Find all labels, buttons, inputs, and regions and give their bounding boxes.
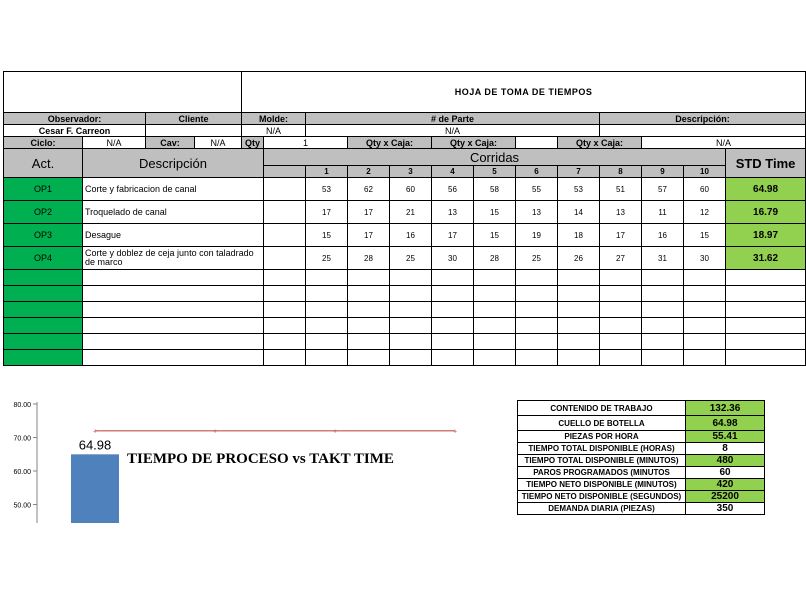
summary-label: CONTENIDO DE TRABAJO (518, 401, 686, 416)
empty-cell[interactable] (348, 302, 390, 318)
takt-marker: + (212, 428, 218, 436)
op-time[interactable]: 30 (684, 247, 726, 270)
empty-cell[interactable] (684, 318, 726, 334)
observador-value[interactable]: Cesar F. Carreon (4, 125, 146, 137)
empty-act (4, 334, 83, 350)
run-number: 1 (306, 166, 348, 178)
descripcion-value[interactable]: N/A (642, 137, 806, 149)
cliente-value[interactable] (146, 125, 242, 137)
op-time[interactable]: 31 (642, 247, 684, 270)
empty-cell[interactable] (306, 286, 348, 302)
empty-cell[interactable] (642, 286, 684, 302)
cav-label: Cav: (146, 137, 195, 149)
title-blank (4, 72, 242, 113)
summary-value: 60 (686, 467, 765, 479)
summary-value: 480 (686, 455, 765, 467)
y-tick-label: 60.00 (13, 469, 31, 476)
empty-cell[interactable] (432, 318, 474, 334)
op-time[interactable]: 17 (306, 201, 348, 224)
summary-row (518, 416, 765, 431)
empty-cell[interactable] (516, 270, 558, 286)
empty-cell[interactable] (642, 302, 684, 318)
op-time[interactable]: 25 (306, 247, 348, 270)
op-time[interactable]: 30 (432, 247, 474, 270)
operations-body (4, 178, 806, 366)
empty-cell[interactable] (558, 318, 600, 334)
process-chart (3, 402, 515, 523)
empty-cell[interactable] (558, 270, 600, 286)
op-time[interactable]: 15 (684, 224, 726, 247)
op-blank[interactable] (264, 224, 306, 247)
empty-cell[interactable] (726, 270, 806, 286)
op-time[interactable]: 18 (558, 224, 600, 247)
empty-cell[interactable] (432, 270, 474, 286)
empty-cell[interactable] (264, 286, 306, 302)
op-description[interactable]: Corte y doblez de ceja junto con taladrado de marco (83, 247, 264, 270)
empty-cell[interactable] (348, 318, 390, 334)
op-time[interactable]: 28 (474, 247, 516, 270)
op-description[interactable]: Troquelado de canal (83, 201, 264, 224)
summary-value: 420 (686, 479, 765, 491)
empty-description[interactable] (83, 286, 264, 302)
qty-value[interactable]: 1 (264, 137, 348, 149)
empty-cell[interactable] (348, 350, 390, 366)
empty-cell[interactable] (642, 334, 684, 350)
op-time[interactable]: 57 (642, 178, 684, 201)
op-time[interactable]: 25 (390, 247, 432, 270)
ciclo-label: Ciclo: (4, 137, 83, 149)
summary-value: 350 (686, 503, 765, 515)
op-blank[interactable] (264, 201, 306, 224)
cliente-label: Cliente (146, 113, 242, 125)
descripcion-value-blank (600, 125, 806, 137)
empty-cell[interactable] (600, 318, 642, 334)
act-header: Act. (4, 149, 83, 178)
empty-cell[interactable] (264, 270, 306, 286)
empty-cell[interactable] (474, 286, 516, 302)
op-act: OP2 (4, 201, 83, 224)
empty-cell[interactable] (390, 302, 432, 318)
empty-cell[interactable] (432, 350, 474, 366)
empty-cell[interactable] (432, 286, 474, 302)
std-header: STD Time (726, 149, 806, 178)
empty-description[interactable] (83, 318, 264, 334)
empty-cell[interactable] (474, 270, 516, 286)
op-time[interactable]: 14 (558, 201, 600, 224)
op-act: OP4 (4, 247, 83, 270)
empty-act (4, 318, 83, 334)
empty-description[interactable] (83, 302, 264, 318)
summary-row (518, 479, 765, 491)
empty-cell[interactable] (474, 302, 516, 318)
bar-data-label: 64.98 (78, 437, 112, 453)
op-blank[interactable] (264, 178, 306, 201)
op-time[interactable]: 25 (516, 247, 558, 270)
empty-cell[interactable] (642, 318, 684, 334)
empty-cell[interactable] (726, 334, 806, 350)
op-time[interactable]: 56 (432, 178, 474, 201)
empty-act (4, 350, 83, 366)
op-act: OP3 (4, 224, 83, 247)
run-number: 5 (474, 166, 516, 178)
empty-cell[interactable] (474, 318, 516, 334)
empty-cell[interactable] (306, 350, 348, 366)
op-time[interactable]: 17 (432, 224, 474, 247)
qty-caja-label-2: Qty x Caja: (432, 137, 516, 149)
summary-label: TIEMPO TOTAL DISPONIBLE (MINUTOS) (518, 455, 686, 467)
empty-cell[interactable] (558, 334, 600, 350)
empty-cell[interactable] (264, 334, 306, 350)
qty-caja-label-3: Qty x Caja: (558, 137, 642, 149)
y-tick-label: 80.00 (13, 402, 31, 409)
observador-label: Observador: (4, 113, 146, 125)
takt-marker: + (452, 428, 458, 436)
empty-cell[interactable] (432, 334, 474, 350)
empty-cell[interactable] (306, 334, 348, 350)
op-time[interactable]: 17 (600, 224, 642, 247)
summary-row (518, 431, 765, 443)
empty-cell[interactable] (348, 286, 390, 302)
parte-label: # de Parte (306, 113, 600, 125)
empty-cell[interactable] (348, 270, 390, 286)
corridas-header: Corridas (264, 149, 726, 166)
qty-label: Qty (242, 137, 264, 149)
chart-title: TIEMPO DE PROCESO vs TAKT TIME (127, 451, 394, 467)
empty-cell[interactable] (516, 350, 558, 366)
run-number: 8 (600, 166, 642, 178)
empty-description[interactable] (83, 334, 264, 350)
molde-label: Molde: (242, 113, 306, 125)
run-number: 6 (516, 166, 558, 178)
empty-cell[interactable] (726, 350, 806, 366)
run-number: 9 (642, 166, 684, 178)
empty-cell[interactable] (390, 334, 432, 350)
empty-cell[interactable] (558, 302, 600, 318)
op-time[interactable]: 60 (390, 178, 432, 201)
ciclo-value[interactable]: N/A (83, 137, 146, 149)
empty-cell[interactable] (516, 318, 558, 334)
op-time[interactable]: 11 (642, 201, 684, 224)
summary-value: 132.36 (686, 401, 765, 416)
summary-table (517, 400, 765, 515)
op-time[interactable]: 53 (306, 178, 348, 201)
op-time[interactable]: 13 (432, 201, 474, 224)
descripcion-label: Descripción: (600, 113, 806, 125)
empty-cell[interactable] (390, 270, 432, 286)
op-time[interactable]: 15 (474, 201, 516, 224)
op-time[interactable]: 62 (348, 178, 390, 201)
op-time[interactable]: 26 (558, 247, 600, 270)
op-description[interactable]: Corte y fabricacion de canal (83, 178, 264, 201)
empty-act (4, 286, 83, 302)
op-row (4, 178, 806, 201)
run-number: 3 (390, 166, 432, 178)
empty-cell[interactable] (390, 350, 432, 366)
empty-cell[interactable] (600, 286, 642, 302)
op-time[interactable]: 15 (474, 224, 516, 247)
op-time[interactable]: 16 (390, 224, 432, 247)
empty-row (4, 286, 806, 302)
summary-label: TIEMPO TOTAL DISPONIBLE (HORAS) (518, 443, 686, 455)
qty-caja-blank[interactable] (516, 137, 558, 149)
op-time[interactable]: 60 (684, 178, 726, 201)
empty-cell[interactable] (348, 334, 390, 350)
empty-row (4, 350, 806, 366)
empty-cell[interactable] (516, 286, 558, 302)
empty-cell[interactable] (390, 318, 432, 334)
empty-cell[interactable] (684, 350, 726, 366)
run-number: 2 (348, 166, 390, 178)
empty-description[interactable] (83, 350, 264, 366)
summary-value: 25200 (686, 491, 765, 503)
summary-value: 64.98 (686, 416, 765, 431)
empty-cell[interactable] (474, 334, 516, 350)
op-time[interactable]: 17 (348, 224, 390, 247)
summary-row (518, 467, 765, 479)
op-time[interactable]: 15 (306, 224, 348, 247)
empty-row (4, 270, 806, 286)
empty-cell[interactable] (726, 286, 806, 302)
empty-cell[interactable] (474, 350, 516, 366)
op-std-time: 31.62 (726, 247, 806, 270)
op-std-time: 16.79 (726, 201, 806, 224)
op-time[interactable]: 51 (600, 178, 642, 201)
op-time[interactable]: 12 (684, 201, 726, 224)
run-number: 10 (684, 166, 726, 178)
takt-marker: + (92, 428, 98, 436)
parte-value[interactable]: N/A (306, 125, 600, 137)
empty-cell[interactable] (726, 302, 806, 318)
summary-label: PIEZAS POR HORA (518, 431, 686, 443)
empty-cell[interactable] (558, 350, 600, 366)
summary-row (518, 455, 765, 467)
op-time[interactable]: 17 (348, 201, 390, 224)
empty-cell[interactable] (642, 350, 684, 366)
summary-row (518, 491, 765, 503)
empty-cell[interactable] (432, 302, 474, 318)
run-number: 4 (432, 166, 474, 178)
empty-row (4, 302, 806, 318)
empty-act (4, 302, 83, 318)
empty-cell[interactable] (600, 334, 642, 350)
op-std-time: 64.98 (726, 178, 806, 201)
empty-cell[interactable] (264, 350, 306, 366)
empty-cell[interactable] (684, 270, 726, 286)
page-title: HOJA DE TOMA DE TIEMPOS (242, 72, 806, 113)
empty-cell[interactable] (306, 270, 348, 286)
op-time[interactable]: 21 (390, 201, 432, 224)
op-std-time: 18.97 (726, 224, 806, 247)
y-tick-label: 50.00 (13, 502, 31, 510)
chart-svg (3, 402, 515, 523)
summary-row (518, 503, 765, 515)
empty-cell[interactable] (264, 318, 306, 334)
empty-cell[interactable] (558, 286, 600, 302)
op-blank[interactable] (264, 247, 306, 270)
empty-cell[interactable] (600, 350, 642, 366)
empty-cell[interactable] (516, 302, 558, 318)
summary-value: 8 (686, 443, 765, 455)
summary-label: TIEMPO NETO DISPONIBLE (SEGUNDOS) (518, 491, 686, 503)
empty-row (4, 334, 806, 350)
qty-caja-label-1: Qty x Caja: (348, 137, 432, 149)
op-time[interactable]: 55 (516, 178, 558, 201)
takt-marker: + (332, 428, 338, 436)
empty-cell[interactable] (264, 302, 306, 318)
empty-cell[interactable] (600, 270, 642, 286)
time-table (3, 71, 806, 366)
runs-blank (264, 166, 306, 178)
summary-value: 55.41 (686, 431, 765, 443)
op-time[interactable]: 16 (642, 224, 684, 247)
summary-label: CUELLO DE BOTELLA (518, 416, 686, 431)
empty-row (4, 318, 806, 334)
empty-cell[interactable] (306, 318, 348, 334)
op-row (4, 201, 806, 224)
op-time[interactable]: 19 (516, 224, 558, 247)
op-time[interactable]: 27 (600, 247, 642, 270)
empty-cell[interactable] (600, 302, 642, 318)
empty-cell[interactable] (684, 302, 726, 318)
empty-cell[interactable] (390, 286, 432, 302)
summary-row (518, 443, 765, 455)
summary-label: DEMANDA DIARIA (PIEZAS) (518, 503, 686, 515)
cav-value[interactable]: N/A (195, 137, 242, 149)
empty-act (4, 270, 83, 286)
empty-cell[interactable] (642, 270, 684, 286)
op-time[interactable]: 53 (558, 178, 600, 201)
empty-cell[interactable] (306, 302, 348, 318)
op-row (4, 247, 806, 270)
empty-cell[interactable] (726, 318, 806, 334)
op-time[interactable]: 13 (516, 201, 558, 224)
op-time[interactable]: 28 (348, 247, 390, 270)
y-tick-label: 70.00 (13, 435, 31, 443)
op-row (4, 224, 806, 247)
empty-description[interactable] (83, 270, 264, 286)
op-time[interactable]: 58 (474, 178, 516, 201)
op-description[interactable]: Desague (83, 224, 264, 247)
summary-label: TIEMPO NETO DISPONIBLE (MINUTOS) (518, 479, 686, 491)
empty-cell[interactable] (684, 286, 726, 302)
empty-cell[interactable] (684, 334, 726, 350)
run-number: 7 (558, 166, 600, 178)
op-act: OP1 (4, 178, 83, 201)
summary-row (518, 401, 765, 416)
molde-value[interactable]: N/A (242, 125, 306, 137)
empty-cell[interactable] (516, 334, 558, 350)
op-time[interactable]: 13 (600, 201, 642, 224)
bar-op1 (71, 454, 119, 523)
summary-label: PAROS PROGRAMADOS (MINUTOS (518, 467, 686, 479)
time-sheet (3, 71, 796, 366)
descripcion-header: Descripción (83, 149, 264, 178)
